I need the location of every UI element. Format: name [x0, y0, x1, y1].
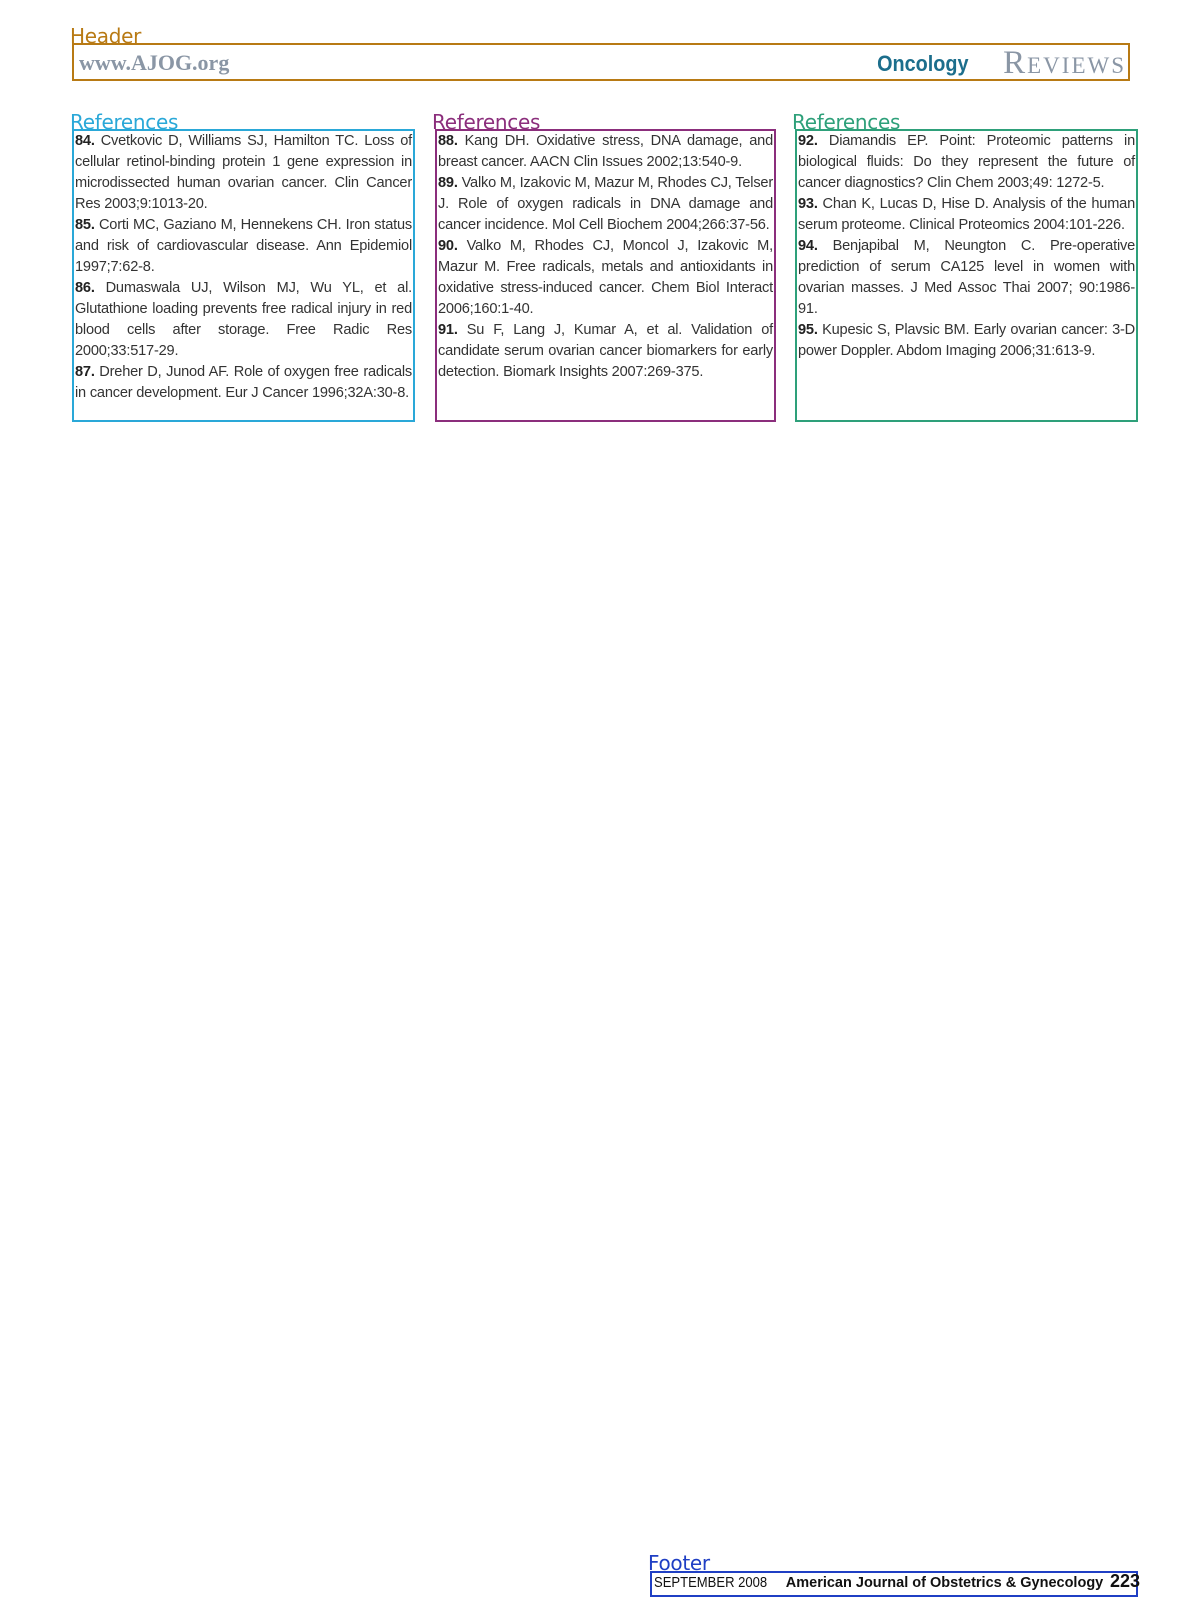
reference-text: Dumaswala UJ, Wilson MJ, Wu YL, et al. Glutathione loading prevents free radical injury in red blood cells after storage. Free Radic Res 2000;33:517-29.: [75, 280, 412, 359]
reference-text: Diamandis EP. Point: Proteomic patterns in biological fluids: Do they represent the future of cancer diagnostics? Clin Chem 2003;49: 1272-5.: [798, 133, 1135, 191]
reference-item: [438, 236, 773, 320]
page-header: [72, 43, 1130, 81]
reference-number: 94.: [798, 238, 818, 254]
references-region-label: References: [70, 110, 179, 134]
issue-date: SEPTEMBER 2008: [654, 1575, 768, 1591]
references-column-2: [435, 129, 776, 422]
reference-item: [798, 320, 1135, 362]
reference-number: 86.: [75, 280, 95, 296]
reference-number: 93.: [798, 196, 818, 212]
reference-text: Chan K, Lucas D, Hise D. Analysis of the human serum proteome. Clinical Proteomics 2004:101-226.: [798, 196, 1135, 233]
reference-text: Valko M, Izakovic M, Mazur M, Rhodes CJ, Telser J. Role of oxygen radicals in DNA damage and cancer incidence. Mol Cell Biochem 2004;266:37-56.: [438, 175, 773, 233]
reference-number: 85.: [75, 217, 95, 233]
reference-text: Su F, Lang J, Kumar A, et al. Validation of candidate serum ovarian cancer biomarkers for early detection. Biomark Insights 2007:269-375.: [438, 322, 773, 380]
references-region-label: References: [792, 110, 901, 134]
page-number: 223: [1110, 1571, 1141, 1591]
section-title: Oncology: [876, 51, 968, 76]
reference-number: 89.: [438, 175, 458, 191]
reference-item: [75, 215, 412, 278]
reference-text: Valko M, Rhodes CJ, Moncol J, Izakovic M, Mazur M. Free radicals, metals and antioxidants in oxidative stress-induced cancer. Chem Biol Interact 2006;160:1-40.: [438, 238, 773, 317]
references-column-1: [72, 129, 415, 422]
reference-number: 87.: [75, 364, 95, 380]
reference-number: 88.: [438, 133, 458, 149]
footer-region-label: Footer: [648, 1551, 710, 1575]
reference-text: Dreher D, Junod AF. Role of oxygen free radicals in cancer development. Eur J Cancer 1996;32A:30-8.: [75, 364, 412, 401]
footer-line: [654, 1571, 1141, 1591]
reference-text: Benjapibal M, Neungton C. Pre-operative prediction of serum CA125 level in women with ovarian masses. J Med Assoc Thai 2007; 90:1986-91.: [798, 238, 1135, 317]
reference-item: [798, 236, 1135, 320]
journal-name: American Journal of Obstetrics & Gynecology: [785, 1575, 1104, 1591]
reference-item: [75, 131, 412, 215]
reference-number: 91.: [438, 322, 458, 338]
reference-text: Cvetkovic D, Williams SJ, Hamilton TC. Loss of cellular retinol-binding protein 1 gene expression in microdissected human ovarian cancer. Clin Cancer Res 2003;9:1013-20.: [75, 133, 412, 212]
reference-number: 84.: [75, 133, 95, 149]
reference-item: [438, 173, 773, 236]
reference-item: [798, 131, 1135, 194]
reference-item: [75, 278, 412, 362]
reference-item: [798, 194, 1135, 236]
page-footer: [650, 1571, 1141, 1597]
references-region-label: References: [432, 110, 541, 134]
reference-number: 90.: [438, 238, 458, 254]
category-title: Reviews: [1003, 45, 1126, 81]
header-region-label: Header: [70, 24, 142, 48]
reference-number: 95.: [798, 322, 818, 338]
site-url-link[interactable]: www.AJOG.org: [79, 50, 230, 75]
references-column-3: [795, 129, 1138, 422]
reference-text: Kang DH. Oxidative stress, DNA damage, and breast cancer. AACN Clin Issues 2002;13:540-9.: [438, 133, 773, 170]
reference-item: [438, 320, 773, 383]
reference-item: [75, 362, 412, 404]
reference-text: Kupesic S, Plavsic BM. Early ovarian cancer: 3-D power Doppler. Abdom Imaging 2006;31:613-9.: [798, 322, 1136, 359]
reference-item: [438, 131, 773, 173]
reference-text: Corti MC, Gaziano M, Hennekens CH. Iron status and risk of cardiovascular disease. Ann Epidemiol 1997;7:62-8.: [75, 217, 413, 275]
reference-number: 92.: [798, 133, 818, 149]
